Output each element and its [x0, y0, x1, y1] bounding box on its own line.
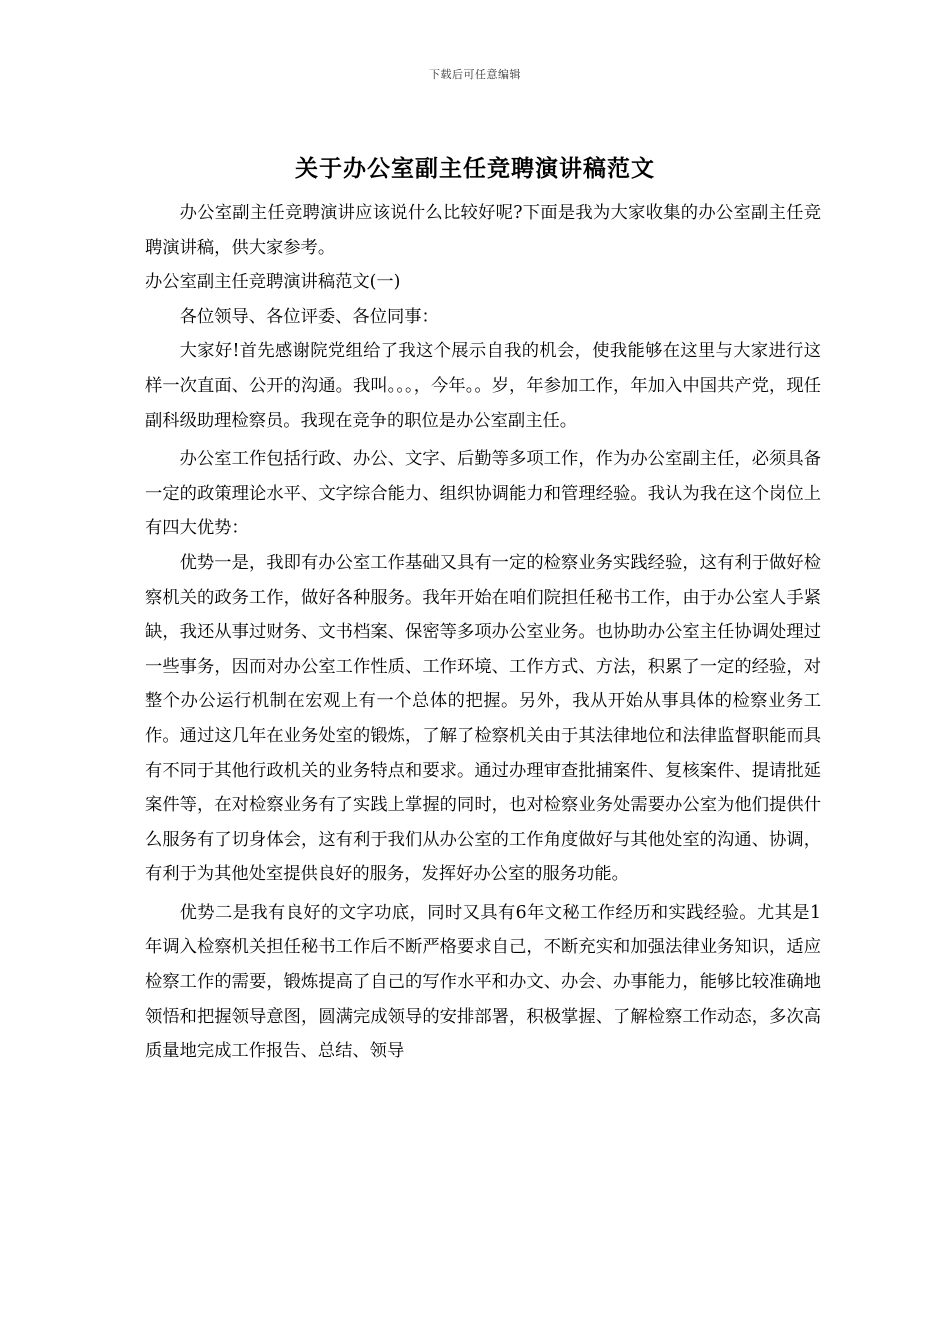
document-title: 关于办公室副主任竞聘演讲稿范文: [295, 155, 655, 182]
header-note: 下载后可任意编辑: [429, 68, 521, 81]
paragraph-job-requirements: 办公室工作包括行政、办公、文字、后勤等多项工作，作为办公室副主任，必须具备一定的政策理论水平、文字综合能力、组织协调能力和管理经验。我认为我在这个岗位上有四大优势：: [145, 449, 821, 539]
document-body: [145, 196, 821, 1069]
paragraph-advantage-two: 优势二是我有良好的文字功底，同时又具有6年文秘工作经历和实践经验。尤其是1年调入检察机关担任秘书工作后不断严格要求自己，不断充实和加强法律业务知识，适应检察工作的需要，锻炼提高了自己的写作水平和办文、办会、办事能力，能够比较准确地领悟和把握领导意图，圆满完成领导的安排部署，积极掌握、了解检察工作动态，多次高质量地完成工作报告、总结、领导: [145, 902, 821, 1062]
paragraph-advantage-one: 优势一是，我即有办公室工作基础又具有一定的检察业务实践经验，这有利于做好检察机关的政务工作，做好各种服务。我年开始在咱们院担任秘书工作，由于办公室人手紧缺，我还从事过财务、文书档案、保密等多项办公室业务。也协助办公室主任协调处理过一些事务，因而对办公室工作性质、工作环境、工作方式、方法，积累了一定的经验，对整个办公运行机制在宏观上有一个总体的把握。另外，我从开始从事具体的检察业务工作。通过这几年在业务处室的锻炼，了解了检察机关由于其法律地位和法律监督职能而具有不同于其他行政机关的业务特点和要求。通过办理审查批捕案件、复核案件、提请批延案件等，在对检察业务有了实践上掌握的同时，也对检察业务处需要办公室为他们提供什么服务有了切身体会，这有利于我们从办公室的工作角度做好与其他处室的沟通、协调，有利于为其他处室提供良好的服务，发挥好办公室的服务功能。: [145, 552, 821, 885]
paragraph-salutation: 各位领导、各位评委、各位同事：: [179, 306, 439, 327]
section-heading: 办公室副主任竞聘演讲稿范文(一): [145, 272, 401, 293]
paragraph-self-introduction: 大家好!首先感谢院党组给了我这个展示自我的机会，使我能够在这里与大家进行这样一次直面、公开的沟通。我叫。。。，今年。。岁，年参加工作，年加入中国共产党，现任副科级助理检察员。我现在竞争的职位是办公室副主任。: [145, 341, 821, 431]
paragraph-intro: 办公室副主任竞聘演讲应该说什么比较好呢?下面是我为大家收集的办公室副主任竞聘演讲稿，供大家参考。: [145, 203, 821, 258]
